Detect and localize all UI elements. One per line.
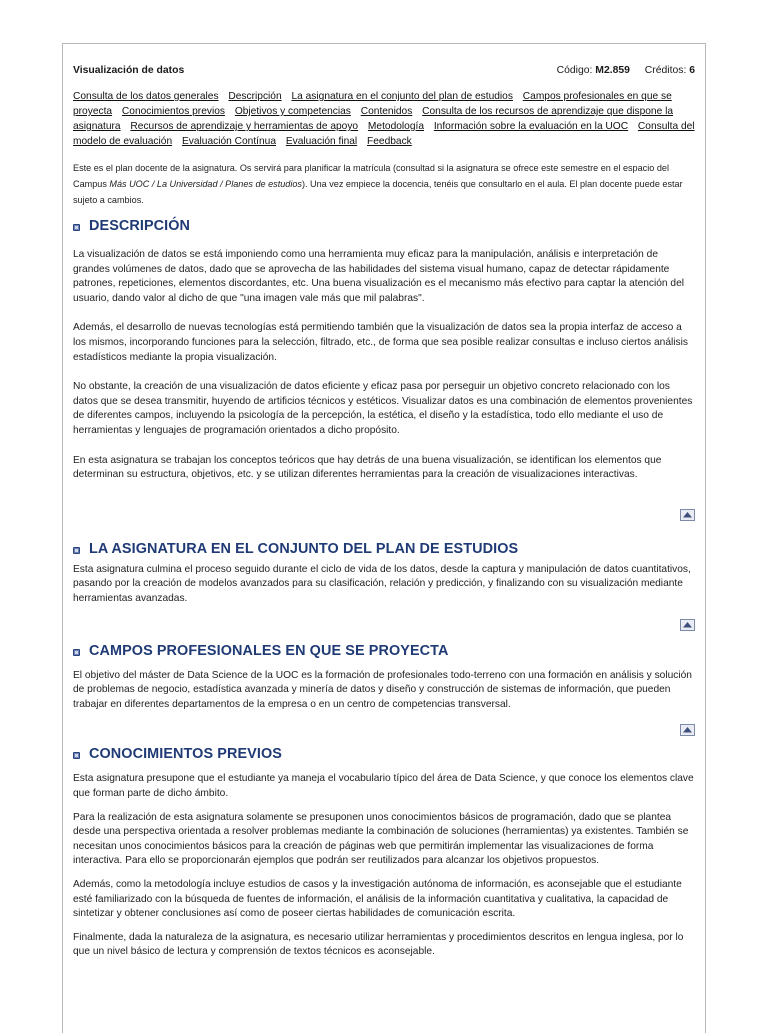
nav-link-contenidos[interactable]: Contenidos (360, 106, 413, 117)
plan-paragraph-1: Esta asignatura culmina el proceso seguido durante el ciclo de vida de los datos, desde la captura y manipulación de datos cuantitativos, pasando por la creación de modelos avanzados para su clasificación, relación y predicción, y finalizando con su visualización mediante herramientas avanzadas. (73, 563, 691, 604)
intro-text-1: Este es el plan docente de la asignatura. Os servirá para planificar la matrícula (consultad si la asignatura se ofrece este semestre en el espacio del Campus (73, 163, 669, 189)
nav-link-campos-profesionales[interactable]: Campos profesionales en que se proyecta (73, 91, 672, 117)
conocimientos-paragraph-3: Además, como la metodología incluye estudios de casos y la investigación autónoma de información, es aconsejable que el estudiante esté familiarizado con la búsqueda de fuentes de información, el análisis de la información cuantitativa y cualitativa, la capacidad de sintetizar y obtener conclusiones así como de poseer ciertas habilidades de comunicación escrita. (73, 878, 682, 920)
nav-link-evaluacion-final[interactable]: Evaluación final (285, 136, 358, 147)
section-title-descripcion (73, 217, 695, 235)
nav-link-objetivos[interactable]: Objetivos y competencias (234, 106, 351, 117)
nav-link-metodologia[interactable]: Metodología (367, 121, 424, 132)
square-bullet-icon (73, 224, 80, 231)
section-conocimientos-previos (73, 745, 695, 960)
square-bullet-icon (73, 547, 80, 554)
nav-link-descripcion[interactable]: Descripción (228, 91, 282, 102)
nav-link-recursos-herramientas[interactable]: Recursos de aprendizaje y herramientas de apoyo (130, 121, 359, 132)
campos-paragraph-1: El objetivo del máster de Data Science de la UOC es la formación de profesionales todo-terreno con una formación en análisis y solución de problemas de negocio, estadística avanzada y minería de datos y diseño y construcción de sistemas de información, que pueden trabajar en diferentes departamentos de la empresa o en un centro de competencias transversal. (73, 669, 692, 710)
section-title-plan-estudios (73, 540, 695, 558)
nav-link-modelo-evaluacion[interactable]: Consulta del modelo de evaluación (73, 121, 695, 147)
code-label: Código: (556, 65, 593, 76)
credits-label: Créditos: (644, 65, 687, 76)
arrow-up-icon (681, 620, 694, 630)
back-to-top-button[interactable] (680, 619, 695, 631)
section-title-conocimientos-previos (73, 745, 695, 763)
section-title-campos-profesionales (73, 642, 695, 660)
square-bullet-icon (73, 649, 80, 656)
descripcion-paragraph-3: No obstante, la creación de una visualización de datos eficiente y eficaz pasa por perseguir un objetivo concreto relacionado con los datos que se desea transmitir, huyendo de artificios técnicos y estéticos. Visualizar datos es una combinación de elementos provenientes de diferentes campos, incluyendo la psicología de la percepción, la estética, el diseño y la estadística, todo ello mediante el uso de herramientas y lenguajes de programación orientados a dicho propósito. (73, 381, 693, 437)
nav-link-plan-estudios[interactable]: La asignatura en el conjunto del plan de estudios (291, 91, 513, 102)
back-to-top-button[interactable] (680, 509, 695, 521)
section-title-text: CAMPOS PROFESIONALES EN QUE SE PROYECTA (89, 642, 449, 659)
section-title-text: DESCRIPCIÓN (89, 218, 191, 235)
conocimientos-paragraph-4: Finalmente, dada la naturaleza de la asignatura, es necesario utilizar herramientas y procedimientos descritos en lengua inglesa, por lo que un nivel básico de lectura y comprensión de textos técnicos es aconsejable. (73, 931, 684, 958)
conocimientos-paragraph-2: Para la realización de esta asignatura solamente se presuponen unos conocimientos básicos de programación, dado que se plantea desde una perspectiva orientada a resolver problemas mediante la combinación de soluciones (herramientas) ya existentes. También se necesitan unos conocimientos básicos para la creación de páginas web que permitirán implementar las visualizaciones de forma interactiva. Para ello se proporcionarán ejemplos que podrán ser reutilizados para alcanzar los objetivos propuestos. (73, 811, 689, 867)
nav-link-datos-generales[interactable]: Consulta de los datos generales (73, 91, 219, 102)
intro-text-2: ). Una vez empiece la docencia, tenéis que consultarlo en el aula. El plan docente puede estar sujeto a cambios. (73, 179, 683, 205)
nav-link-feedback[interactable]: Feedback (367, 136, 412, 147)
credits-value: 6 (689, 65, 695, 76)
conocimientos-paragraph-1: Esta asignatura presupone que el estudiante ya maneja el vocabulario típico del área de Data Science, y que conoce los elementos clave que forman parte de dicho ámbito. (73, 773, 694, 799)
code-value: M2.859 (595, 65, 630, 76)
arrow-up-icon (681, 510, 694, 520)
arrow-up-icon (681, 725, 694, 735)
nav-link-conocimientos-previos[interactable]: Conocimientos previos (121, 106, 225, 117)
section-campos-profesionales (73, 642, 695, 737)
content (73, 65, 695, 960)
section-plan-estudios (73, 540, 695, 631)
nav-link-evaluacion-continua[interactable]: Evaluación Contínua (181, 136, 276, 147)
intro-note (73, 160, 695, 208)
section-descripcion (73, 217, 695, 519)
square-bullet-icon (73, 752, 80, 759)
nav-link-evaluacion-uoc[interactable]: Información sobre la evaluación en la UOC (433, 121, 629, 132)
section-title-text: LA ASIGNATURA EN EL CONJUNTO DEL PLAN DE ESTUDIOS (89, 540, 519, 557)
plan-docente-frame (62, 43, 706, 1033)
section-title-text: CONOCIMIENTOS PREVIOS (89, 746, 282, 763)
section-nav (73, 89, 695, 149)
course-title: Visualización de datos (73, 65, 185, 76)
intro-campus-path: Más UOC / La Universidad / Planes de estudios (109, 179, 302, 189)
descripcion-paragraph-1: La visualización de datos se está imponiendo como una herramienta muy eficaz para la manipulación, análisis e interpretación de grandes volúmenes de datos, dado que se aprovecha de las habilidades del sistema visual humano, capaz de detectar rápidamente patrones, repeticiones, elementos discordantes, etc. Una buena visualización es el mecanismo más efectivo para captar la atención del usuario, dando valor al dicho de que "una imagen vale más que mil palabras". (73, 249, 685, 304)
descripcion-paragraph-4: En esta asignatura se trabajan los conceptos teóricos que hay detrás de una buena visualización, se identifican los elementos que determinan su estructura, objetivos, etc. y se utilizan diferentes herramientas para la creación de visualizaciones interactivas. (73, 454, 662, 481)
course-header (73, 65, 695, 79)
course-codes (557, 65, 695, 76)
back-to-top-button[interactable] (680, 724, 695, 736)
nav-link-recursos-consulta[interactable]: Consulta de los recursos de aprendizaje que dispone la asignatura (73, 106, 674, 132)
descripcion-paragraph-2: Además, el desarrollo de nuevas tecnologías está permitiendo también que la visualización de datos sea la propia interfaz de acceso a los mismos, incorporando funciones para la selección, filtrado, etc., de forma que sea posible realizar consultas e incluso ciertos análisis estadísticos mediante la propia visualización. (73, 322, 688, 363)
